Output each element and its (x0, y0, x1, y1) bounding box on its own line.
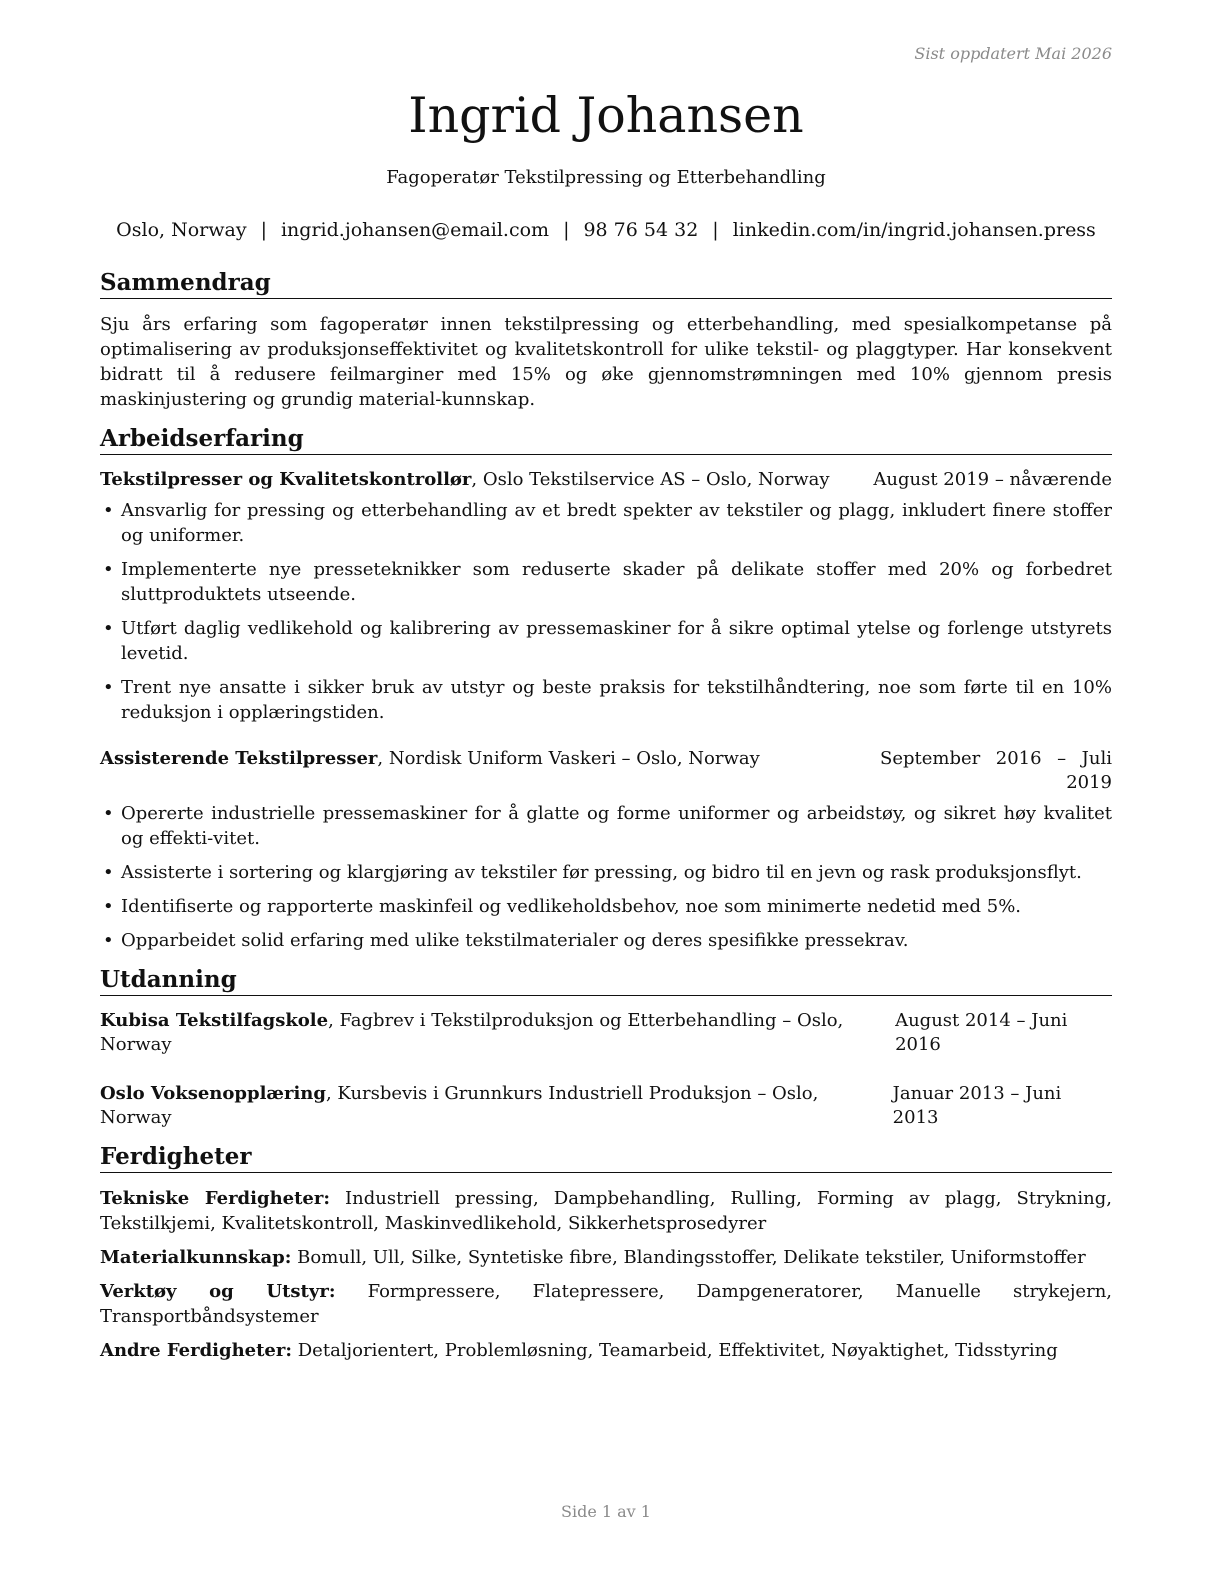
contact-line (100, 219, 1112, 241)
contact-email[interactable]: ingrid.johansen@email.com (280, 219, 550, 241)
education-school: Oslo Voksenopplæring (100, 1083, 326, 1104)
job-role: Tekstilpresser og Kvalitetskontrollør (100, 469, 472, 490)
education-dates: August 2014 – Juni 2016 (895, 1010, 1068, 1055)
job-bullet: • Implementerte nye presseteknikker som reduserte skader på delikate stoffer med 20% og forbedret sluttproduktets utseende. (100, 557, 1112, 607)
education-list (100, 1009, 1112, 1130)
job-bullets (100, 498, 1112, 725)
job-role: Assisterende Tekstilpresser (100, 748, 378, 769)
job-bullet: • Utført daglig vedlikehold og kalibrering av pressemaskiner for å sikre optimal ytelse og forlenge utstyrets levetid. (100, 616, 1112, 666)
job-header (100, 468, 1112, 492)
section-heading-experience: Arbeidserfaring (100, 424, 1112, 455)
candidate-name: Ingrid Johansen (408, 87, 804, 144)
education-detail: , Kursbevis i Grunnkurs Industriell Produksjon – Oslo, Norway (100, 1083, 819, 1128)
education-entry (100, 1082, 1112, 1130)
skill-group-items: Industriell pressing, Dampbehandling, Rulling, Forming av plagg, Strykning, Tekstilkjemi, Kvalitetskontroll, Maskinvedlikehold, Sikkerhetsprosedyrer (100, 1188, 1112, 1234)
job-bullet: • Opererte industrielle pressemaskiner for å glatte og forme uniformer og arbeidstøy, og sikret høy kvalitet og effekti-vitet. (100, 801, 1112, 851)
contact-separator: | (563, 219, 570, 241)
job-bullets (100, 801, 1112, 953)
job-bullet: • Trent nye ansatte i sikker bruk av utstyr og beste praksis for tekstilhåndtering, noe som førte til en 10% reduksjon i opplæringstiden. (100, 675, 1112, 725)
job-bullet: • Opparbeidet solid erfaring med ulike tekstilmaterialer og deres spesifikke pressekrav. (100, 928, 1112, 953)
job-dates: September 2016 – Juli 2019 (880, 748, 1112, 793)
job-header (100, 747, 1112, 795)
contact-phone[interactable]: 98 76 54 32 (583, 219, 699, 241)
skill-group-items: Formpressere, Flatepressere, Dampgeneratorer, Manuelle strykejern, Transportbåndsystemer (100, 1281, 1113, 1327)
job-dates: August 2019 – nåværende (873, 469, 1112, 490)
education-entry (100, 1009, 1112, 1057)
section-heading-skills: Ferdigheter (100, 1142, 1112, 1173)
skill-group-label: Verktøy og Utstyr: (100, 1281, 336, 1302)
job-bullet: • Ansvarlig for pressing og etterbehandling av et bredt spekter av tekstiler og plagg, inkludert finere stoffer og uniformer. (100, 498, 1112, 548)
contact-location: Oslo, Norway (116, 219, 247, 241)
job-entry (100, 468, 1112, 725)
contact-linkedin[interactable]: linkedin.com/in/ingrid.johansen.press (732, 219, 1096, 241)
job-entry (100, 747, 1112, 953)
skill-group (100, 1338, 1112, 1363)
job-bullet: • Assisterte i sortering og klargjøring av tekstiler før pressing, og bidro til en jevn og rask produksjonsflyt. (100, 860, 1112, 885)
skill-group (100, 1186, 1112, 1236)
page-number: Side 1 av 1 (561, 1502, 651, 1521)
summary-text: Sju års erfaring som fagoperatør innen tekstilpressing og etterbehandling, med spesialkompetanse på optimalisering av produksjonseffektivitet og kvalitetskontroll for ulike tekstil- og plaggtyper. Har konsekvent bidratt til å redusere feilmarginer med 15% og øke gjennomstrømningen med 10% gjennom presis maskinjustering og grundig material-kunnskap. (100, 314, 1112, 410)
resume-body (100, 268, 1112, 1372)
education-dates: Januar 2013 – Juni 2013 (892, 1083, 1062, 1128)
skill-group-label: Andre Ferdigheter: (100, 1340, 293, 1361)
skill-group (100, 1245, 1112, 1270)
education-school: Kubisa Tekstilfagskole (100, 1010, 329, 1031)
last-updated-note: Sist oppdatert Mai 2026 (914, 44, 1112, 63)
contact-separator: | (260, 219, 267, 241)
skill-group-label: Materialkunnskap: (100, 1247, 292, 1268)
skill-group (100, 1279, 1112, 1329)
contact-separator: | (712, 219, 719, 241)
job-employer: , Nordisk Uniform Vaskeri – Oslo, Norway (377, 748, 760, 769)
skills-list (100, 1186, 1112, 1363)
job-bullet: • Identifiserte og rapporterte maskinfeil og vedlikeholdsbehov, noe som minimerte nedetid med 5%. (100, 894, 1112, 919)
candidate-title: Fagoperatør Tekstilpressing og Etterbehandling (386, 167, 826, 188)
education-detail: , Fagbrev i Tekstilproduksjon og Etterbehandling – Oslo, Norway (100, 1010, 844, 1055)
resume-page (100, 0, 1112, 1584)
skill-group-items: Detaljorientert, Problemløsning, Teamarbeid, Effektivitet, Nøyaktighet, Tidsstyring (297, 1340, 1058, 1361)
job-employer: , Oslo Tekstilservice AS – Oslo, Norway (471, 469, 830, 490)
section-heading-education: Utdanning (100, 965, 1112, 996)
skill-group-items: Bomull, Ull, Silke, Syntetiske fibre, Blandingsstoffer, Delikate tekstiler, Uniformstoffer (297, 1247, 1086, 1268)
section-heading-summary: Sammendrag (100, 268, 1112, 299)
skill-group-label: Tekniske Ferdigheter: (100, 1188, 330, 1209)
